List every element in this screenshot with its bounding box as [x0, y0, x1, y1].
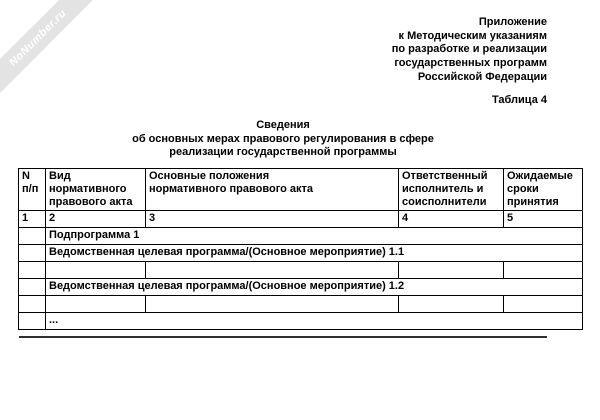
header-line: N: [22, 170, 30, 182]
section-label-cell: Ведомственная целевая программа/(Основное мероприятие) 1.2: [46, 279, 583, 296]
empty-cell: [19, 262, 46, 279]
table-row-ellipsis: [19, 313, 583, 330]
column-number-cell: 3: [146, 211, 399, 228]
appendix-header-line: Приложение: [478, 16, 547, 28]
header-line: исполнитель и: [402, 183, 484, 195]
document-title-line: об основных мерах правового регулирования в сфере: [132, 132, 434, 145]
empty-cell: [46, 296, 146, 313]
section-label-cell: ...: [46, 313, 583, 330]
table-number-label: Таблица 4: [491, 94, 547, 106]
row-num-cell: [19, 228, 46, 245]
watermark-ribbon: [0, 0, 100, 100]
column-number-cell: 2: [46, 211, 146, 228]
empty-cell: [504, 296, 583, 313]
column-number-cell: 4: [399, 211, 504, 228]
header-line: принятия: [507, 196, 559, 208]
header-line: нормативного: [49, 183, 127, 195]
section-label-cell: Ведомственная целевая программа/(Основное мероприятие) 1.1: [46, 245, 583, 262]
empty-cell: [399, 296, 504, 313]
row-num-cell: [19, 245, 46, 262]
row-num-cell: [19, 279, 46, 296]
header-cell-npp: [19, 169, 46, 211]
header-cell-executor: [399, 169, 504, 211]
appendix-header-line: Российской Федерации: [417, 70, 547, 83]
legal-measures-table: [18, 168, 583, 330]
table-header-row: [19, 169, 583, 211]
header-cell-act-type: [46, 169, 146, 211]
appendix-header-line: государственных программ: [394, 57, 547, 70]
table-row-program-1-2: [19, 279, 583, 296]
header-line: п/п: [22, 183, 39, 195]
document-title-line: Сведения: [256, 119, 310, 131]
empty-cell: [19, 296, 46, 313]
header-line: Вид: [49, 170, 71, 182]
appendix-header-line: к Методическим указаниям: [398, 29, 547, 42]
appendix-header-block: [392, 16, 547, 85]
column-numbers-row: [19, 211, 583, 228]
header-line: Ожидаемые: [507, 170, 573, 182]
watermark-text: NoNumber.ru: [7, 7, 69, 69]
header-line: правового акта: [49, 196, 133, 208]
column-number-cell: 1: [19, 211, 46, 228]
table-row-program-1-1: [19, 245, 583, 262]
header-line: сроки: [507, 183, 539, 195]
empty-cell: [504, 262, 583, 279]
section-label-cell: Подпрограмма 1: [46, 228, 583, 245]
table-row-empty: [19, 262, 583, 279]
appendix-header-line: по разработке и реализации: [391, 43, 547, 56]
document-title-line: реализации государственной программы: [169, 146, 397, 159]
column-number-cell: 5: [504, 211, 583, 228]
empty-cell: [46, 262, 146, 279]
footer-divider: [19, 336, 547, 338]
row-num-cell: [19, 313, 46, 330]
empty-cell: [146, 262, 399, 279]
table-row-subprogram: [19, 228, 583, 245]
header-line: Основные положения: [149, 170, 270, 182]
header-line: нормативного правового акта: [149, 183, 314, 195]
empty-cell: [399, 262, 504, 279]
document-title: [19, 119, 547, 160]
header-cell-provisions: [146, 169, 399, 211]
header-cell-deadline: [504, 169, 583, 211]
table-row-empty: [19, 296, 583, 313]
header-line: Ответственный: [402, 170, 488, 182]
empty-cell: [146, 296, 399, 313]
header-line: соисполнители: [402, 196, 487, 208]
